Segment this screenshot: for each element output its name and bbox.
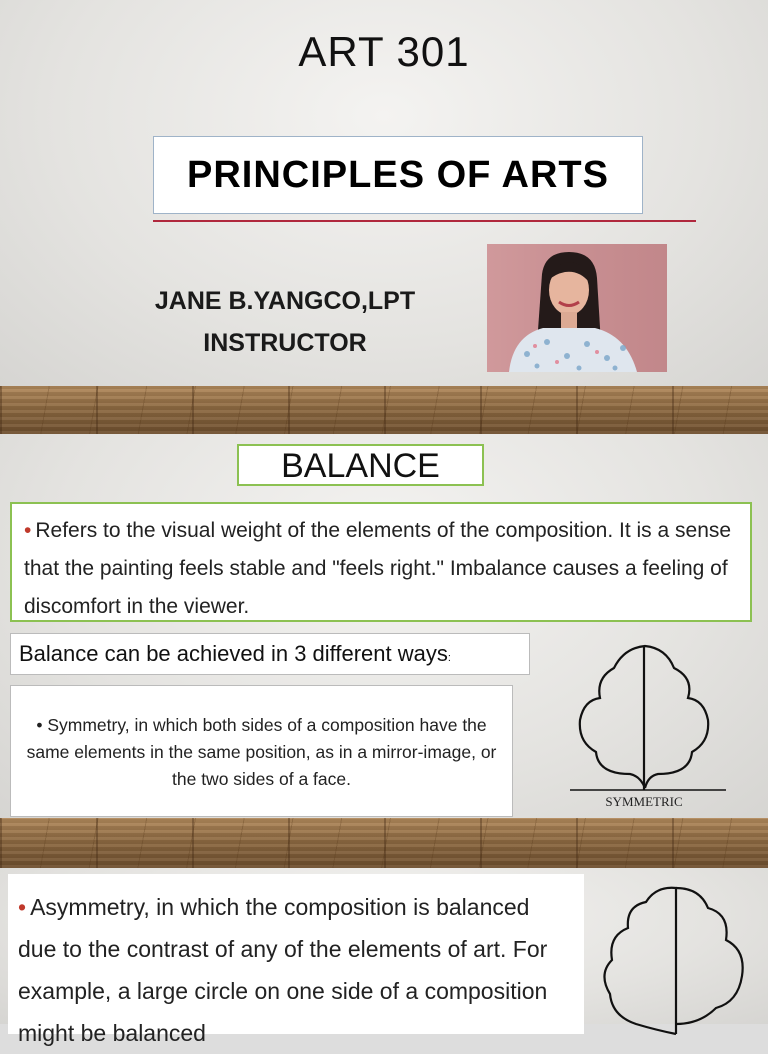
instructor-role: INSTRUCTOR [203,329,367,357]
course-title: ART 301 [298,28,470,75]
definition-text: Refers to the visual weight of the elements of the composition. It is a sense that the painting feels stable and "feels right." Imbalance causes a feeling of discomfort in the viewer. [24,519,732,618]
symmetry-text: • Symmetry, in which both sides of a composition have the same elements in the same position, as in a mirror-image, or the two sides of a face. [26,715,497,789]
title-box [153,136,643,214]
instructor-name: JANE B.YANGCO,LPT [154,287,416,315]
asymmetry-box [8,874,584,1046]
instructor-photo [487,244,667,372]
title-slide [0,0,768,386]
diagram-label: SYMMETRIC [605,794,683,809]
wood-floor-band [0,818,768,868]
bullet-icon: • [24,519,32,542]
symmetry-box [10,685,513,817]
ways-colon: : [447,652,451,664]
bullet-icon: • [18,894,27,920]
ways-text: Balance can be achieved in 3 different ways [19,641,448,666]
symmetric-tree-diagram [570,638,730,810]
asymmetry-slide [0,868,768,1046]
balance-heading: BALANCE [237,444,484,486]
title-divider [153,220,696,222]
balance-slide [0,434,768,818]
asymmetric-tree-diagram [596,884,756,1034]
definition-box [10,502,752,622]
asymmetry-text: Asymmetry, in which the composition is balanced due to the contrast of any of the elements of art. For example, a large circle on one side of a composition might be balanced [18,894,548,1046]
slide-title: PRINCIPLES OF ARTS [187,153,609,196]
wood-floor-band [0,386,768,434]
instructor-block [100,280,470,364]
ways-box [10,633,530,675]
